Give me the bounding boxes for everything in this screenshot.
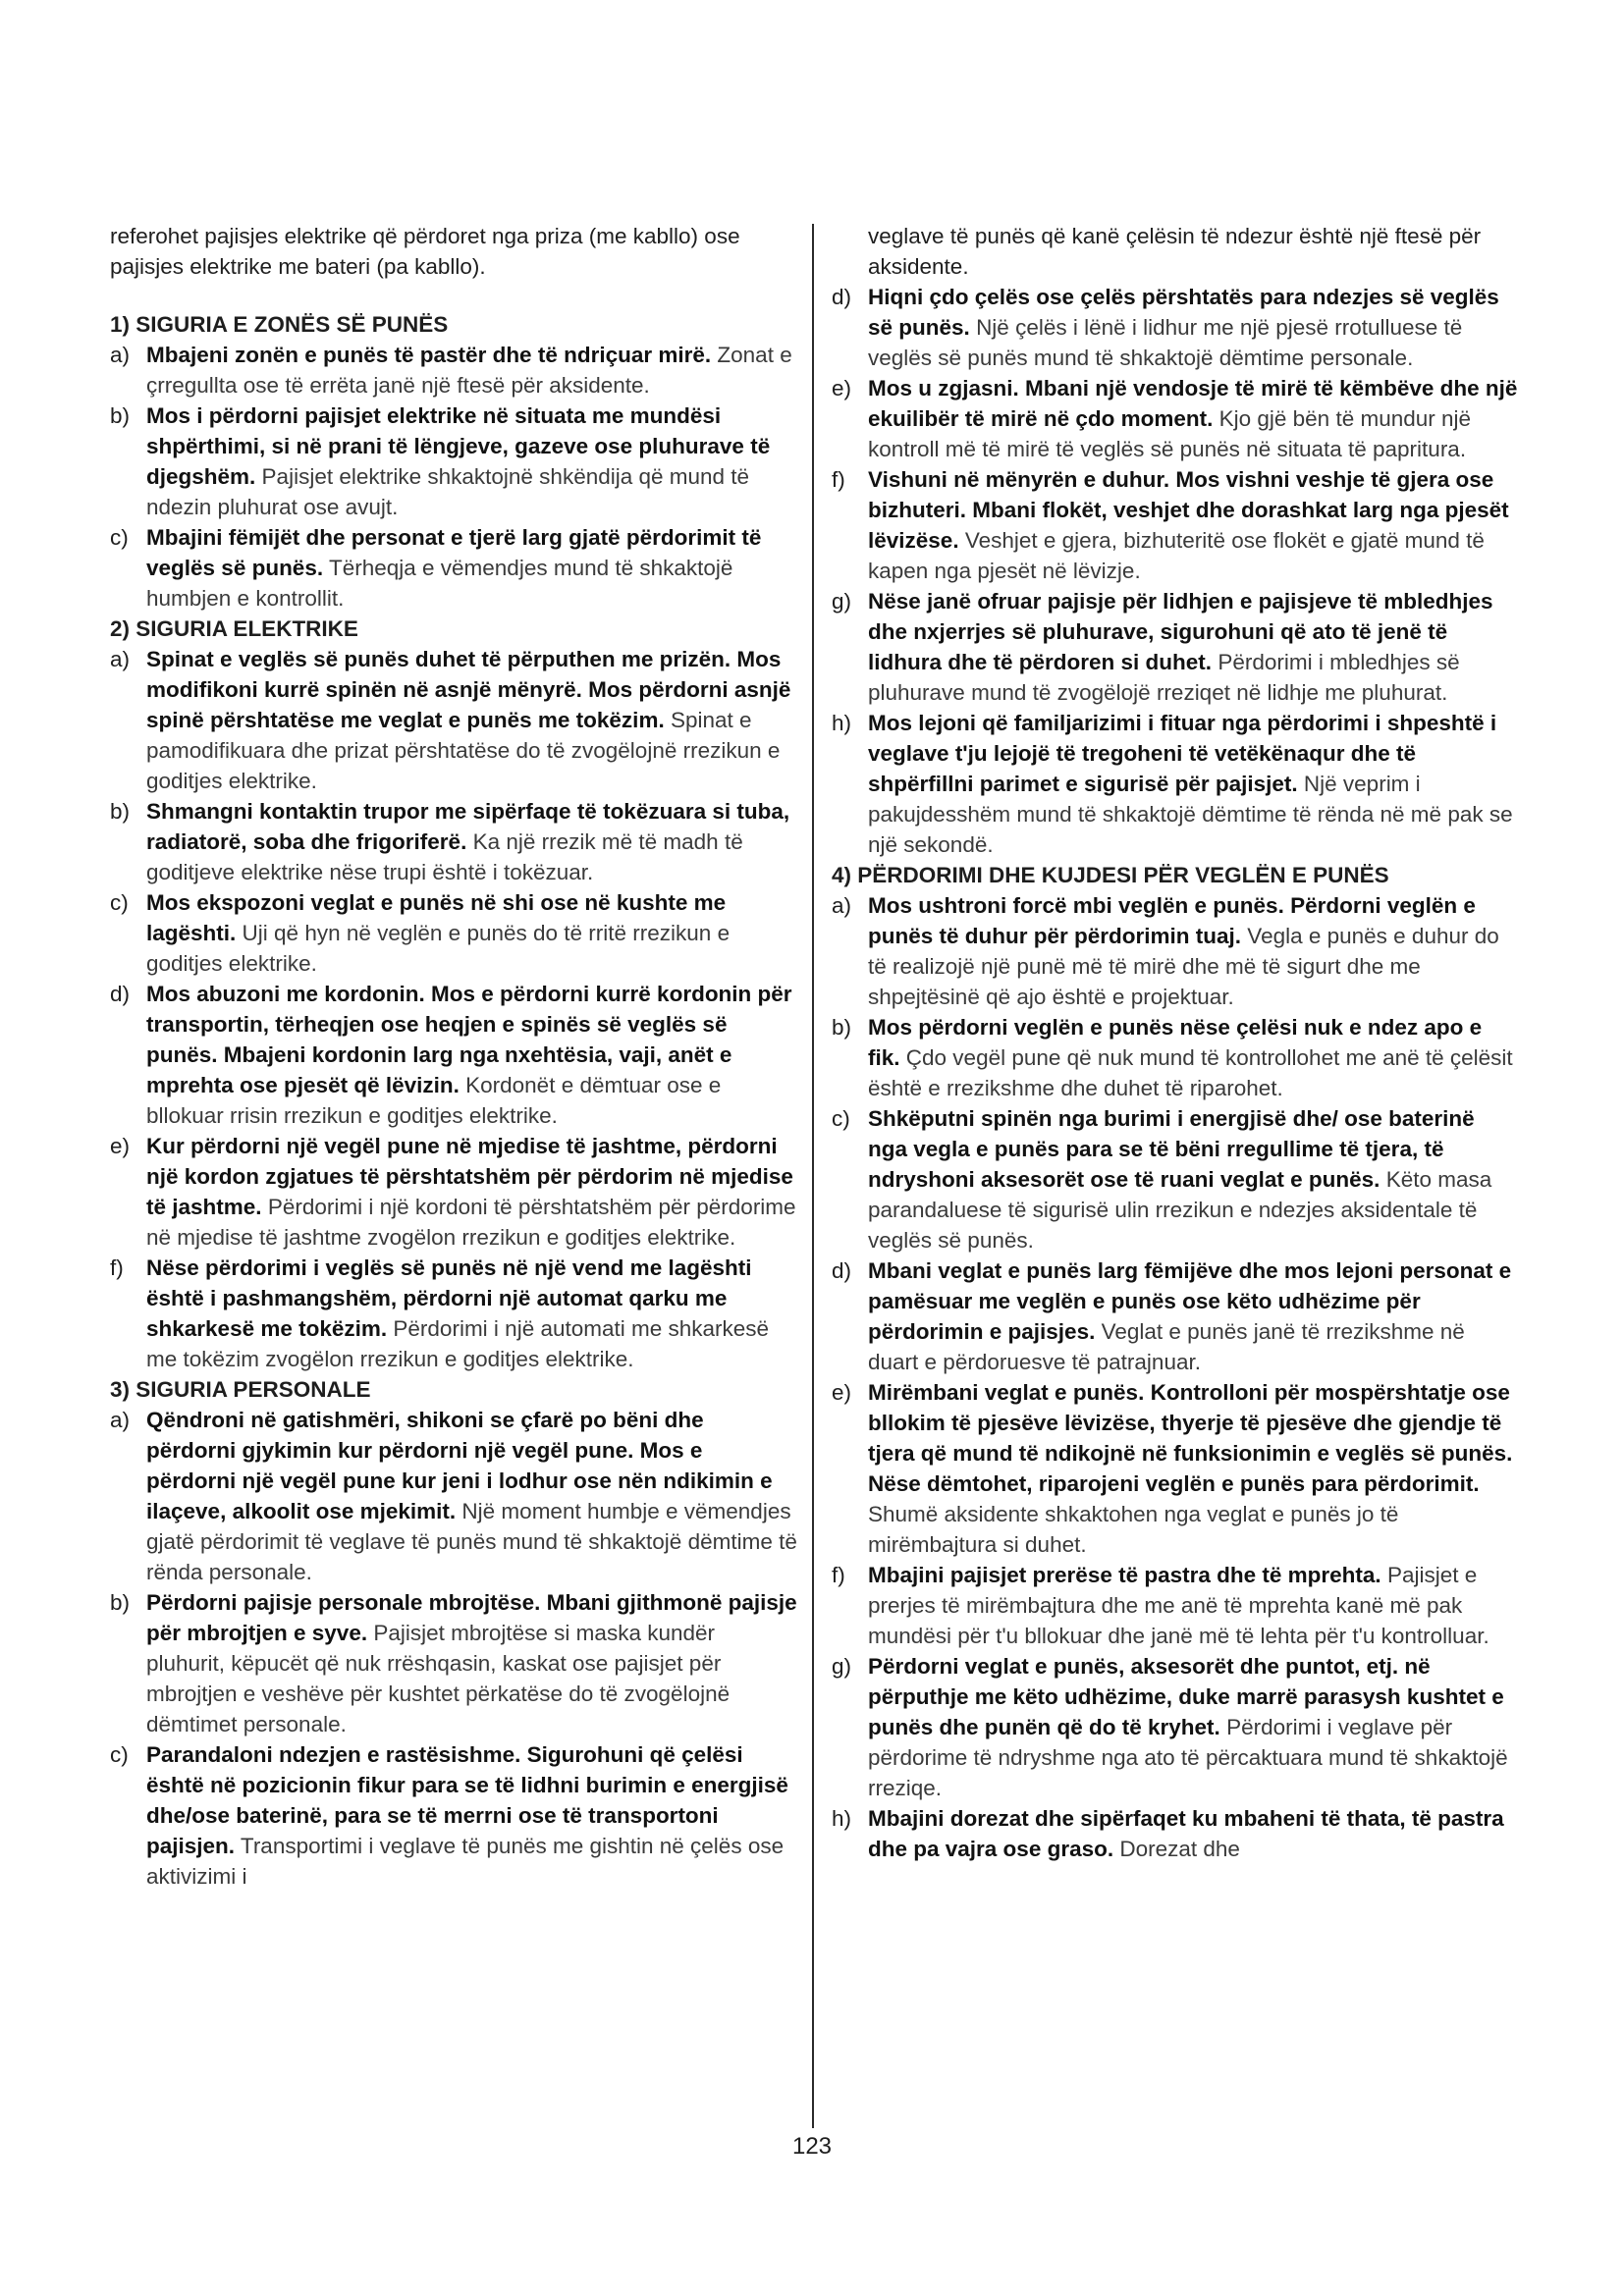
safety-item [110, 796, 797, 887]
safety-item [832, 1651, 1519, 1803]
safety-item [832, 1377, 1519, 1560]
item-instruction: Mbajini fëmijët dhe personat e tjerë larg gjatë përdorimit të veglës së punës. [146, 525, 762, 580]
item-explanation: Përdorimi i mbledhjes së pluhurave mund të zvogëlojë rreziqet në lidhje me pluhurat. [868, 650, 1460, 705]
continued-text: veglave të punës që kanë çelësin të ndezur është një ftesë për aksidente. [868, 224, 1482, 279]
item-instruction: Nëse përdorimi i veglës së punës në një vend me lagështi është i pashmangshëm, përdorni një automat qarku me shkarkesë me tokëzim. [146, 1255, 752, 1341]
item-label: d) [110, 982, 131, 1006]
item-instruction: Mos ushtroni forcë mbi veglën e punës. Përdorni veglën e punës të duhur për përdorimin tuaj. [868, 893, 1476, 948]
item-explanation: Ka një rrezik më të madh të goditjeve elektrike nëse trupi është i tokëzuar. [146, 829, 743, 884]
item-instruction: Mbajini dorezat dhe sipërfaqet ku mbaheni të thata, të pastra dhe pa vajra ose graso. [868, 1806, 1504, 1861]
item-instruction: Mirëmbani veglat e punës. Kontrolloni për mospërshtatje ose bllokim të pjesëve lëvizëse, thyerje të pjesëve dhe gjendje të tjera që mund të ndikojnë në funksionimin e veglës së punës. Nëse dëmtohet, riparojeni veglën e punës para përdorimit. [868, 1380, 1513, 1496]
item-label: d) [832, 1258, 852, 1283]
safety-item [110, 979, 797, 1131]
item-label: h) [832, 711, 852, 735]
item-instruction: Mbajeni zonën e punës të pastër dhe të ndriçuar mirë. [146, 343, 712, 367]
personal-items [110, 1405, 797, 1892]
left-column [110, 221, 797, 1892]
item-label: b) [110, 799, 131, 824]
safety-item [110, 644, 797, 796]
item-label: b) [110, 403, 131, 428]
item-label: g) [832, 1654, 852, 1679]
safety-item [110, 400, 797, 522]
safety-item [110, 1587, 797, 1739]
item-explanation: Veglat e punës janë të rrezikshme në duart e përdoruesve të patrajnuar. [868, 1319, 1465, 1374]
item-label: g) [832, 589, 852, 614]
item-label: e) [110, 1134, 131, 1158]
item-instruction: Mos i përdorni pajisjet elektrike në situata me mundësi shpërthimi, si në prani të lëngjeve, gazeve ose pluhurave të djegshëm. [146, 403, 771, 489]
column-divider [812, 224, 814, 2128]
item-label: f) [832, 1563, 845, 1587]
right-column [832, 221, 1519, 1864]
item-instruction: Qëndroni në gatishmëri, shikoni se çfarë po bëni dhe përdorni gjykimin kur përdorni një vegël pune. Mos e përdorni një vegël pune kur jeni i lodhur ose nën ndikimin e ilaçeve, alkoolit ose mjekimit. [146, 1408, 773, 1523]
tool-use-items [832, 890, 1519, 1864]
safety-item [832, 708, 1519, 860]
item-instruction: Mos u zgjasni. Mbani një vendosje të mirë të këmbëve dhe një ekuilibër të mirë në çdo moment. [868, 376, 1518, 431]
item-label: c) [110, 1742, 129, 1767]
item-label: a) [110, 1408, 131, 1432]
item-explanation: Një veprim i pakujdesshëm mund të shkaktojë dëmtime të rënda në më pak se një sekondë. [868, 772, 1513, 857]
safety-item [832, 373, 1519, 464]
item-instruction: Mbani veglat e punës larg fëmijëve dhe mos lejoni personat e pamësuar me veglën e punës ose këto udhëzime për përdorimin e pajisjes. [868, 1258, 1512, 1344]
item-instruction: Kur përdorni një vegël pune në mjedise të jashtme, përdorni një kordon zgjatues të përshtatshëm për përdorim në mjedise të jashtme. [146, 1134, 793, 1219]
work-area-items [110, 340, 797, 614]
item-label: b) [110, 1590, 131, 1615]
item-explanation: Përdorimi i veglave për përdorime të ndryshme nga ato të përcaktuara mund të shkaktojë rreziqe. [868, 1715, 1508, 1800]
item-explanation: Vegla e punës e duhur do të realizojë një punë më të mirë dhe më të sigurt dhe me shpejtësinë që ajo është e projektuar. [868, 924, 1499, 1009]
section-title-personal: 3) SIGURIA PERSONALE [110, 1377, 371, 1402]
item-explanation: Uji që hyn në veglën e punës do të rritë rrezikun e goditjes elektrike. [146, 921, 731, 976]
item-instruction: Mos lejoni që familjarizimi i fituar nga përdorimi i shpeshtë i veglave t'ju lejojë të tregoheni të vetëkënaqur dhe të shpërfillni parimet e sigurisë për pajisjet. [868, 711, 1497, 796]
safety-item [110, 340, 797, 400]
item-instruction: Përdorni pajisje personale mbrojtëse. Mbani gjithmonë pajisje për mbrojtjen e syve. [146, 1590, 797, 1645]
item-label: f) [832, 467, 845, 492]
item-explanation: Një moment humbje e vëmendjes gjatë përdorimit të veglave të punës mund të shkaktojë dëmtime të rënda personale. [146, 1499, 797, 1584]
item-label: b) [832, 1015, 852, 1040]
safety-item [110, 1253, 797, 1374]
item-explanation: Çdo vegël pune që nuk mund të kontrollohet me anë të çelësit është e rrezikshme dhe duhet të riparohet. [868, 1045, 1513, 1100]
intro-text: referohet pajisjes elektrike që përdoret nga priza (me kabllo) ose pajisjes elektrike me bateri (pa kabllo). [110, 224, 740, 279]
item-explanation: Përdorimi i një automati me shkarkesë me tokëzim zvogëlon rrezikun e goditjes elektrike. [146, 1316, 770, 1371]
item-explanation: Dorezat dhe [1119, 1837, 1240, 1861]
item-instruction: Hiqni çdo çelës ose çelës përshtatës para ndezjes së veglës së punës. [868, 285, 1499, 340]
item-explanation: Kordonët e dëmtuar ose e bllokuar rrisin rrezikun e goditjes elektrike. [146, 1073, 722, 1128]
safety-item [832, 1803, 1519, 1864]
item-label: f) [110, 1255, 124, 1280]
safety-item [832, 282, 1519, 373]
item-instruction: Mos abuzoni me kordonin. Mos e përdorni kurrë kordonin për transportin, tërheqjen ose heqjen e spinës së veglës së punës. Mbajeni kordonin larg nga nxehtësia, vaji, anët e mprehta ose pjesët që lëvizin. [146, 982, 792, 1097]
item-instruction: Mos ekspozoni veglat e punës në shi ose në kushte me lagështi. [146, 890, 727, 945]
section-title-tool-use: 4) PËRDORIMI DHE KUJDESI PËR VEGLËN E PUNËS [832, 863, 1389, 887]
item-explanation: Shumë aksidente shkaktohen nga veglat e punës jo të mirëmbajtura si duhet. [868, 1502, 1399, 1557]
item-explanation: Një çelës i lënë i lidhur me një pjesë rrotulluese të veglës së punës mund të shkaktojë dëmtime personale. [868, 315, 1463, 370]
safety-item [110, 1405, 797, 1587]
item-instruction: Përdorni veglat e punës, aksesorët dhe puntot, etj. në përputhje me këto udhëzime, duke marrë parasysh kushtet e punës dhe punën që do të kryhet. [868, 1654, 1504, 1739]
item-instruction: Mos përdorni veglën e punës nëse çelësi nuk e ndez apo e fik. [868, 1015, 1483, 1070]
item-explanation: Tërheqja e vëmendjes mund të shkaktojë humbjen e kontrollit. [146, 556, 733, 611]
item-instruction: Mbajini pajisjet prerëse të pastra dhe të mprehta. [868, 1563, 1381, 1587]
item-label: d) [832, 285, 852, 309]
item-explanation: Pajisjet mbrojtëse si maska kundër pluhurit, këpucët që nuk rrëshqasin, kaskat ose pajisjet për mbrojtjen e veshëve për kushtet përkatëse do të zvogëlojnë dëmtimet personale. [146, 1621, 731, 1736]
page-number: 123 [791, 2133, 833, 2160]
item-instruction: Vishuni në mënyrën e duhur. Mos vishni veshje të gjera ose bizhuteri. Mbani flokët, veshjet dhe dorashkat larg nga pjesët lëvizëse. [868, 467, 1509, 553]
safety-item [832, 1103, 1519, 1255]
item-explanation: Veshjet e gjera, bizhuteritë ose flokët e gjatë mund të kapen nga pjesët në lëvizje. [868, 528, 1485, 583]
item-instruction: Parandaloni ndezjen e rastësishme. Sigurohuni që çelësi është në pozicionin fikur para se të lidhni burimin e energjisë dhe/ose baterinë, para se të merrni ose të transportoni pajisjen. [146, 1742, 788, 1858]
item-explanation: Përdorimi i një kordoni të përshtatshëm për përdorime në mjedise të jashtme zvogëlon rrezikun e goditjes elektrike. [146, 1195, 796, 1250]
safety-item [832, 586, 1519, 708]
item-instruction: Shmangni kontaktin trupor me sipërfaqe të tokëzuara si tuba, radiatorë, soba dhe frigoriferë. [146, 799, 790, 854]
item-label: a) [110, 647, 131, 671]
item-label: e) [832, 376, 852, 400]
safety-item [832, 890, 1519, 1012]
item-explanation: Transportimi i veglave të punës me gishtin në çelës ose aktivizimi i [146, 1834, 785, 1889]
safety-item [110, 522, 797, 614]
item-label: c) [110, 890, 129, 915]
personal-items-continued [832, 282, 1519, 860]
item-explanation: Pajisjet e prerjes të mirëmbajtura dhe me anë të mprehta kanë më pak mundësi për t'u bllokuar dhe janë më të lehta për t'u kontrolluar. [868, 1563, 1489, 1648]
item-explanation: Këto masa parandaluese të sigurisë ulin rrezikun e ndezjes aksidentale të veglës së punës. [868, 1167, 1492, 1253]
section-title-work-area: 1) SIGURIA E ZONËS SË PUNËS [110, 312, 449, 337]
item-explanation: Zonat e çrregullta ose të errëta janë një ftesë për aksidente. [146, 343, 792, 398]
safety-item [832, 1560, 1519, 1651]
item-label: a) [832, 893, 852, 918]
item-label: e) [832, 1380, 852, 1405]
item-label: a) [110, 343, 131, 367]
item-explanation: Spinat e pamodifikuara dhe prizat përshtatëse do të zvogëlojnë rrezikun e goditjes elektrike. [146, 708, 781, 793]
item-explanation: Pajisjet elektrike shkaktojnë shkëndija që mund të ndezin pluhurat ose avujt. [146, 464, 750, 519]
safety-item [110, 1739, 797, 1892]
electrical-items [110, 644, 797, 1374]
safety-item [832, 464, 1519, 586]
safety-item [832, 1012, 1519, 1103]
safety-item [832, 1255, 1519, 1377]
section-title-electrical: 2) SIGURIA ELEKTRIKE [110, 616, 358, 641]
item-label: h) [832, 1806, 852, 1831]
item-explanation: Kjo gjë bën të mundur një kontroll më të mirë të veglës së punës në situata të papritura. [868, 406, 1472, 461]
item-label: c) [832, 1106, 850, 1131]
item-instruction: Shkëputni spinën nga burimi i energjisë dhe/ ose baterinë nga vegla e punës para se të bëni rregullime të tjera, të ndryshoni aksesorët ose të ruani veglat e punës. [868, 1106, 1475, 1192]
item-instruction: Spinat e veglës së punës duhet të përputhen me prizën. Mos modifikoni kurrë spinën në asnjë mënyrë. Mos përdorni asnjë spinë përshtatëse me veglat e punës me tokëzim. [146, 647, 791, 732]
item-label: c) [110, 525, 129, 550]
safety-item [110, 887, 797, 979]
item-instruction: Nëse janë ofruar pajisje për lidhjen e pajisjeve të mbledhjes dhe nxjerrjes së pluhurave, sigurohuni që ato të jenë të lidhura dhe të përdoren si duhet. [868, 589, 1493, 674]
safety-item [110, 1131, 797, 1253]
